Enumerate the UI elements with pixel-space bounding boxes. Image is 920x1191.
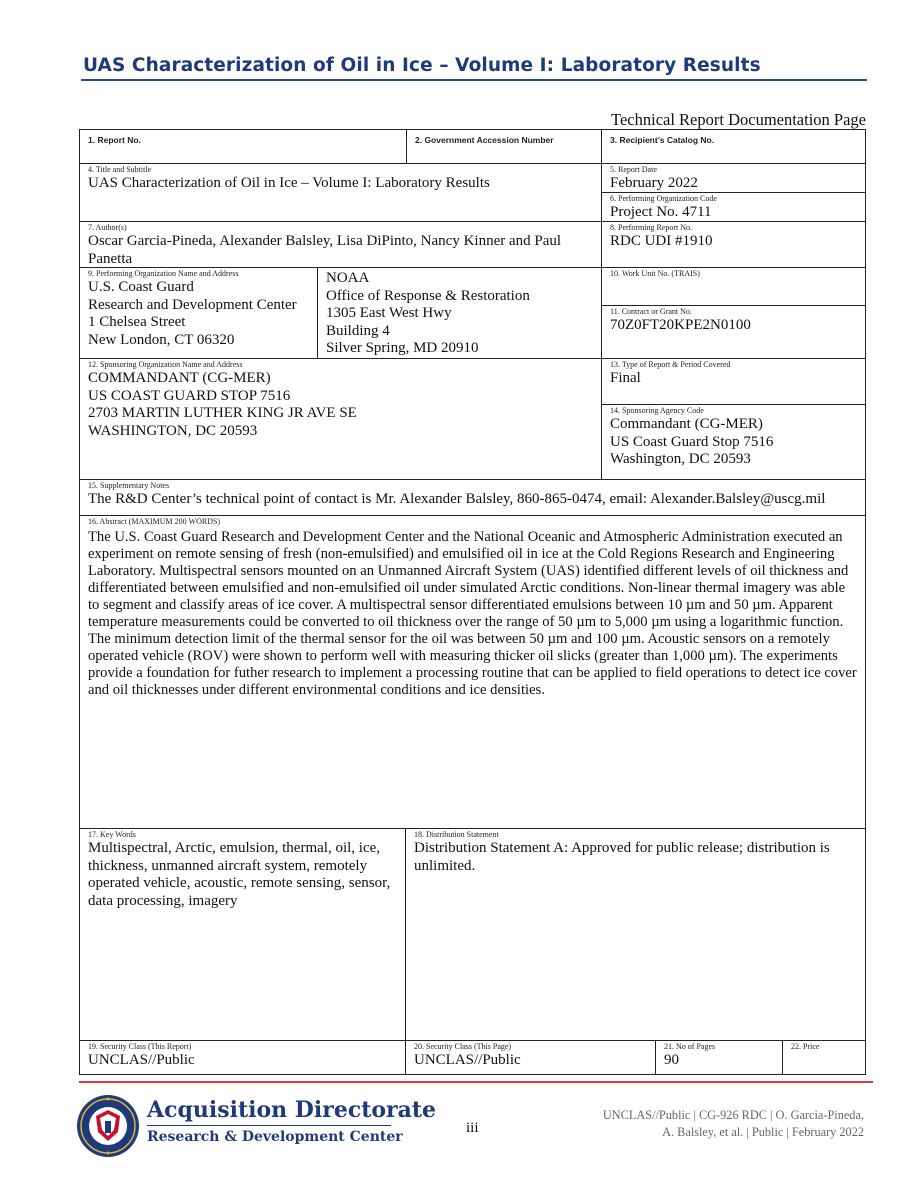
field-performing-report-no	[601, 221, 866, 268]
field-label: 11. Contract or Grant No.	[610, 307, 692, 316]
logo-title: Acquisition Directorate	[147, 1097, 437, 1123]
field-government-accession-number	[406, 129, 602, 164]
org-line: Research and Development Center	[88, 296, 297, 313]
field-price	[782, 1040, 866, 1075]
field-label: 5. Report Date	[610, 165, 657, 174]
field-title-subtitle	[79, 163, 602, 222]
org-line: 1 Chelsea Street	[88, 314, 186, 330]
sponsor-line: COMMANDANT (CG-MER)	[88, 370, 271, 386]
agency-line: Washington, DC 20593	[610, 451, 751, 467]
field-label: 16. Abstract (MAXIMUM 200 WORDS)	[88, 517, 221, 526]
field-sponsoring-org	[79, 358, 602, 480]
field-label: 21. No of Pages	[664, 1042, 716, 1051]
field-report-date	[601, 163, 866, 193]
sponsor-line: WASHINGTON, DC 20593	[88, 422, 258, 439]
footer-info-line: A. Balsley, et al. | Public | February 2022	[662, 1125, 864, 1139]
org-line: 1305 East West Hwy	[326, 305, 452, 321]
field-label: 19. Security Class (This Report)	[88, 1042, 192, 1051]
field-label: 2. Government Accession Number	[415, 135, 554, 145]
field-label: 22. Price	[791, 1042, 820, 1051]
field-sponsoring-agency-code	[601, 404, 866, 480]
field-report-no	[79, 129, 407, 164]
field-label: 10. Work Unit No. (TRAIS)	[610, 269, 700, 278]
supplementary-notes-value: The R&D Center’s technical point of contact is Mr. Alexander Balsley, 860-865-0474, email: Alexander.Balsley@uscg.mil	[88, 491, 826, 507]
sponsor-line: 2703 MARTIN LUTHER KING JR AVE SE	[88, 405, 357, 421]
field-supplementary-notes	[79, 479, 866, 516]
field-work-unit-no	[601, 267, 866, 306]
field-label: 20. Security Class (This Page)	[414, 1042, 512, 1051]
field-distribution-statement	[405, 828, 866, 1041]
report-date-value: February 2022	[610, 175, 698, 191]
report-documentation-form	[79, 129, 866, 1075]
distribution-statement-value: Distribution Statement A: Approved for public release; distribution is unlimited.	[414, 840, 830, 874]
field-label: 1. Report No.	[88, 135, 141, 145]
org-line: U.S. Coast Guard	[88, 279, 194, 295]
page-number: iii	[466, 1120, 479, 1136]
field-label: 14. Sponsoring Agency Code	[610, 406, 704, 415]
header-rule	[81, 79, 867, 81]
field-recipient-catalog-no	[601, 129, 866, 164]
sponsor-line: US COAST GUARD STOP 7516	[88, 387, 291, 404]
org-line: Silver Spring, MD 20910	[326, 340, 479, 356]
authors-value: Oscar Garcia-Pineda, Alexander Balsley, Lisa DiPinto, Nancy Kinner and Paul Panetta	[88, 233, 562, 267]
field-security-class-page	[405, 1040, 656, 1075]
footer-rule	[79, 1081, 873, 1083]
field-label: 15. Supplementary Notes	[88, 481, 170, 490]
org-line: NOAA	[326, 270, 370, 286]
document-header-title: UAS Characterization of Oil in Ice – Volume I: Laboratory Results	[83, 55, 761, 76]
field-contract-grant-no	[601, 305, 866, 359]
uscg-seal-icon	[76, 1094, 140, 1158]
form-caption: Technical Report Documentation Page	[611, 110, 866, 129]
field-label: 7. Author(s)	[88, 223, 127, 232]
agency-line: Commandant (CG-MER)	[610, 416, 763, 432]
field-label: 13. Type of Report & Period Covered	[610, 360, 731, 369]
performing-org-code-value: Project No. 4711	[610, 204, 712, 220]
field-performing-org	[79, 267, 318, 359]
field-label: 6. Performing Organization Code	[610, 194, 717, 203]
footer-info	[544, 1107, 864, 1141]
field-label: 9. Performing Organization Name and Address	[88, 269, 239, 278]
agency-line: US Coast Guard Stop 7516	[610, 433, 774, 450]
field-key-words	[79, 828, 406, 1041]
field-report-type	[601, 358, 866, 405]
report-title-value: UAS Characterization of Oil in Ice – Volume I: Laboratory Results	[88, 175, 490, 191]
performing-report-no-value: RDC UDI #1910	[610, 233, 713, 249]
field-label: 8. Performing Report No.	[610, 223, 692, 232]
security-class-report-value: UNCLAS//Public	[88, 1052, 195, 1068]
field-authors	[79, 221, 602, 268]
logo-subtitle: Research & Development Center	[147, 1129, 403, 1145]
field-no-of-pages	[655, 1040, 783, 1075]
key-words-value: Multispectral, Arctic, emulsion, thermal, oil, ice, thickness, unmanned aircraft system, remotely operated vehicle, acoustic, remote sensing, sensor, data processing, imagery	[88, 840, 391, 909]
field-security-class-report	[79, 1040, 406, 1075]
org-line: New London, CT 06320	[88, 331, 235, 348]
security-class-page-value: UNCLAS//Public	[414, 1052, 521, 1068]
field-label: 18. Distribution Statement	[414, 830, 499, 839]
field-label: 4. Title and Subtitle	[88, 165, 152, 174]
field-abstract	[79, 515, 866, 829]
field-label: 12. Sponsoring Organization Name and Address	[88, 360, 243, 369]
field-performing-org-code	[601, 192, 866, 222]
field-performing-org-noaa	[317, 267, 602, 359]
logo-divider	[147, 1125, 391, 1126]
no-of-pages-value: 90	[664, 1052, 679, 1068]
footer-info-line: UNCLAS//Public | CG-926 RDC | O. Garcia-Pineda,	[602, 1108, 864, 1122]
abstract-text: The U.S. Coast Guard Research and Development Center and the National Oceanic and Atmospheric Administration executed an experiment on remote sensing of fresh (non-emulsified) and emulsified oil in ice at the Cold Regions Research and Engineering Laboratory. Multispectral sensors mounted on an Unmanned Aircraft System (UAS) identified different levels of oil thickness and differentiated between emulsified and non-emulsified oil under simulated Arctic conditions. Non-linear thermal imagery was able to segment and classify areas of ice cover. A multispectral sensor differentiated emulsions between 10 µm and 50 µm. Apparent temperature measurements could be converted to oil thickness over the range of 50 µm to 5,000 µm using a logarithmic function. The minimum detection limit of the thermal sensor for the oil was between 50 µm and 100 µm. Acoustic sensors on a remotely operated vehicle (ROV) were shown to perform well with measuring thicker oil slicks (greater than 1,000 µm). The experiments provide a foundation for futher research to implement a processing routine that can be applied to field operations to detect ice cover and oil thicknesses under different environmental conditions and ice densities.	[88, 529, 857, 698]
org-line: Office of Response & Restoration	[326, 287, 530, 304]
org-line: Building 4	[326, 322, 390, 339]
report-type-value: Final	[610, 370, 641, 386]
field-label: 3. Recipient’s Catalog No.	[610, 135, 715, 145]
contract-no-value: 70Z0FT20KPE2N0100	[610, 317, 751, 333]
field-label: 17. Key Words	[88, 830, 136, 839]
